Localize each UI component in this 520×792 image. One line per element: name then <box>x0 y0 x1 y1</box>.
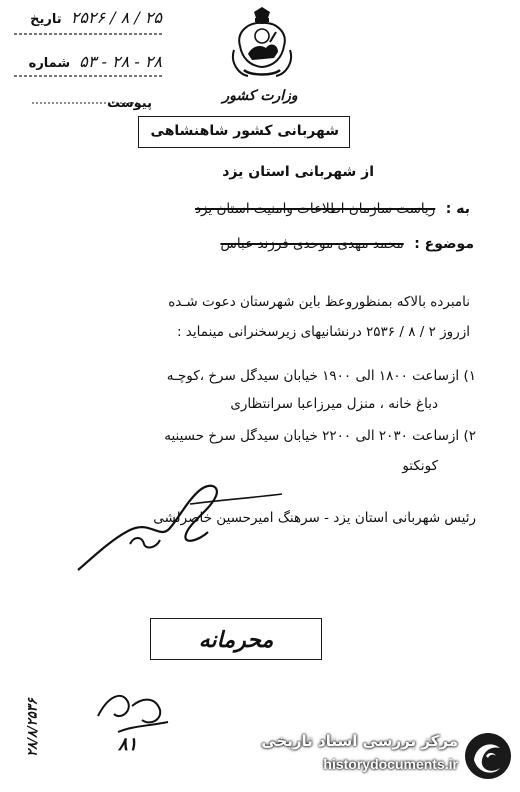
confidential-stamp <box>150 618 322 660</box>
date-label: تاریخ <box>30 12 62 27</box>
handwritten-number: ۸۱ <box>118 734 138 755</box>
body-item2-line2: کونکتو <box>402 458 438 474</box>
attachment-label: پیوست <box>107 96 152 111</box>
body-para1-line2: ازروز ۲ / ۸ / ۲۵۳۶ درنشانیهای زیرسخنرانی مینماید : <box>176 324 470 340</box>
body-item1-line2: دباغ خانه ، منزل میرزاعبا سرانتظاری <box>230 396 438 412</box>
number-label: شماره <box>28 56 71 71</box>
date-field <box>12 8 162 27</box>
sender-stamp-text: شهربانی کشور شاهنشاهی <box>150 123 339 139</box>
from-line: از شهربانی استان یزد <box>222 164 374 180</box>
sender-stamp-box <box>138 116 350 148</box>
header-underlines <box>14 30 174 80</box>
to-line <box>195 201 470 217</box>
body-item1-line1: ۱) ازساعت ۱۸۰۰ الی ۱۹۰۰ خیابان سیدگل سرخ ،کوچـه <box>166 368 476 384</box>
subject-text: محمد مهدی موحدی فرزند عباس <box>220 236 404 252</box>
subject-line <box>220 236 474 252</box>
ministry-label: وزارت کشور <box>222 88 298 104</box>
number-value: ۲۸ - ۲۸ - ۵۳ <box>79 52 162 71</box>
handwritten-signature <box>70 470 290 580</box>
watermark-url: historydocuments.ir <box>323 756 458 772</box>
margin-note <box>22 676 46 786</box>
body-item2-line1: ۲) ازساعت ۲۰۳۰ الی ۲۲۰۰ خیابان سیدگل سرخ حسینیه <box>164 428 476 444</box>
watermark <box>232 728 514 784</box>
lion-and-sun-emblem-icon <box>226 6 298 88</box>
signature-line: رئیس شهربانی استان یزد - سرهنگ امیرحسین خاصرلشی <box>153 510 476 526</box>
archive-swirl-logo-icon <box>462 730 514 782</box>
confidential-stamp-text: محرمانه <box>198 627 274 653</box>
margin-note-text: ۲۸/۸/۲۵۳۶ <box>25 698 41 757</box>
to-text: ریاست سازمان اطلاعات وامنیت استان یزد <box>194 201 436 217</box>
body-para1-line1: نامبرده بالاکه بمنظوروعظ باین شهرستان دعوت شـده <box>168 294 470 310</box>
watermark-title: مرکز بررسی اسناد تاریخی <box>261 732 458 750</box>
to-prefix: به : <box>445 201 470 217</box>
subject-prefix: موضوع : <box>414 236 474 252</box>
date-value: ۲۵ / ۸ / ۲۵۲۶ <box>70 8 162 27</box>
attachment-underline <box>32 100 142 106</box>
